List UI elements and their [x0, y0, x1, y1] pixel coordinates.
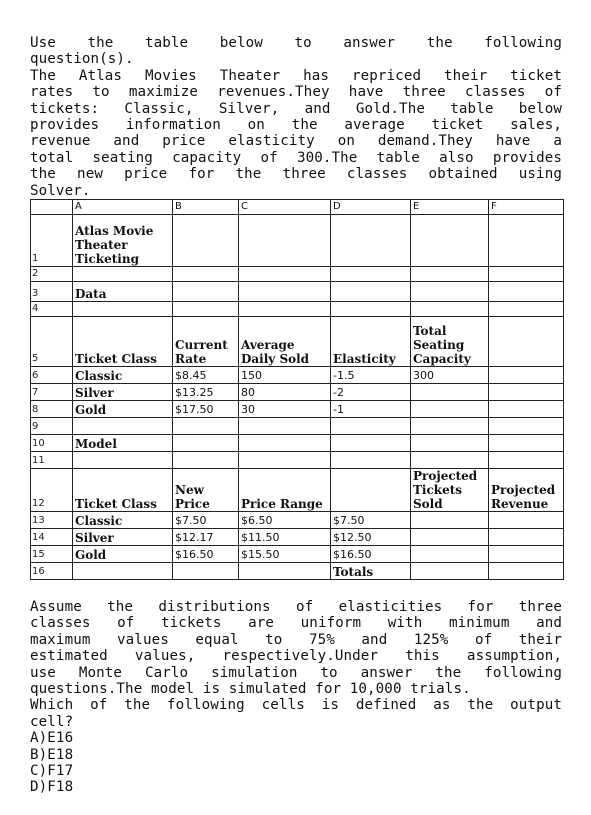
table-cell: Gold — [73, 401, 173, 418]
row-number: 16 — [31, 563, 73, 580]
spreadsheet-table — [30, 199, 564, 580]
table-row — [31, 563, 564, 580]
table-cell: -1.5 — [331, 367, 411, 384]
column-header: B — [173, 200, 239, 215]
table-cell: $6.50 — [239, 512, 331, 529]
question-line: estimated values, respectively.Under this assumption, — [30, 648, 562, 665]
header-cell: Ticket Class — [73, 317, 173, 367]
section-label: Data — [73, 282, 173, 302]
table-cell: Classic — [73, 367, 173, 384]
table-cell: Silver — [73, 529, 173, 546]
table-row — [31, 469, 564, 512]
column-header: E — [411, 200, 489, 215]
answer-choice-c[interactable]: C)F17 — [30, 763, 74, 780]
table-cell: $13.25 — [173, 384, 239, 401]
header-cell: Elasticity — [331, 317, 411, 367]
table-row — [31, 267, 564, 282]
question-body — [30, 599, 562, 796]
header-cell: Current Rate — [173, 317, 239, 367]
row-number: 4 — [31, 302, 73, 317]
table-row — [31, 317, 564, 367]
intro-line: revenue and price elasticity on demand.They have a — [30, 133, 562, 150]
table-cell: Silver — [73, 384, 173, 401]
answer-choice-d[interactable]: D)F18 — [30, 779, 74, 796]
row-number: 10 — [31, 435, 73, 452]
intro-line: rates to maximize revenues.They have three classes of — [30, 84, 562, 101]
table-row — [31, 452, 564, 469]
row-number: 13 — [31, 512, 73, 529]
row-number: 14 — [31, 529, 73, 546]
question-line: classes of tickets are uniform with minimum and — [30, 615, 562, 632]
header-cell: Projected Revenue — [489, 469, 564, 512]
table-cell: 30 — [239, 401, 331, 418]
section-label: Model — [73, 435, 173, 452]
table-cell: $7.50 — [173, 512, 239, 529]
table-cell: $16.50 — [331, 546, 411, 563]
table-cell: 300 — [411, 367, 489, 384]
table-row — [31, 384, 564, 401]
intro-line: Use the table below to answer the following — [30, 35, 562, 51]
header-cell: Price Range — [239, 469, 331, 512]
table-row — [31, 418, 564, 435]
header-cell: Average Daily Sold — [239, 317, 331, 367]
table-cell: Classic — [73, 512, 173, 529]
table-cell: 80 — [239, 384, 331, 401]
row-number: 5 — [31, 317, 73, 367]
answer-choice-a[interactable]: A)E16 — [30, 730, 74, 747]
question-line: questions.The model is simulated for 10,000 trials. — [30, 681, 471, 698]
table-cell: -1 — [331, 401, 411, 418]
table-cell: $12.50 — [331, 529, 411, 546]
table-cell: 150 — [239, 367, 331, 384]
row-number: 3 — [31, 282, 73, 302]
row-number: 2 — [31, 267, 73, 282]
intro-line: the new price for the three classes obtained using — [30, 166, 562, 183]
question-intro — [30, 35, 562, 199]
header-cell: Total Seating Capacity — [411, 317, 489, 367]
intro-line: question(s). — [30, 51, 134, 68]
table-cell: $16.50 — [173, 546, 239, 563]
corner-cell — [31, 200, 73, 215]
question-line: cell? — [30, 713, 74, 730]
question-line: Which of the following cells is defined as the output — [30, 697, 562, 714]
column-header: C — [239, 200, 331, 215]
intro-line: tickets: Classic, Silver, and Gold.The table below — [30, 100, 562, 117]
table-row — [31, 512, 564, 529]
intro-line: Solver. — [30, 182, 91, 199]
column-header: D — [331, 200, 411, 215]
row-number: 9 — [31, 418, 73, 435]
header-cell: Ticket Class — [73, 469, 173, 512]
table-row — [31, 529, 564, 546]
table-row — [31, 302, 564, 317]
table-cell: $7.50 — [331, 512, 411, 529]
row-number: 8 — [31, 401, 73, 418]
intro-line: provides information on the average ticket sales, — [30, 117, 562, 134]
table-row — [31, 435, 564, 452]
table-cell: $12.17 — [173, 529, 239, 546]
question-line: use Monte Carlo simulation to answer the following — [30, 664, 562, 681]
table-row — [31, 282, 564, 302]
row-number: 7 — [31, 384, 73, 401]
table-cell: $15.50 — [239, 546, 331, 563]
table-row — [31, 401, 564, 418]
answer-choice-b[interactable]: B)E18 — [30, 746, 74, 763]
intro-line: total seating capacity of 300.The table also provides — [30, 149, 562, 166]
table-cell: $17.50 — [173, 401, 239, 418]
table-row — [31, 546, 564, 563]
table-cell: Gold — [73, 546, 173, 563]
intro-line: The Atlas Movies Theater has repriced their ticket — [30, 67, 562, 84]
header-cell: Projected Tickets Sold — [411, 469, 489, 512]
table-cell: $11.50 — [239, 529, 331, 546]
row-number: 11 — [31, 452, 73, 469]
row-number: 1 — [31, 215, 73, 267]
table-row — [31, 215, 564, 267]
table-row — [31, 367, 564, 384]
table-cell: -2 — [331, 384, 411, 401]
question-line: maximum values equal to 75% and 125% of their — [30, 631, 562, 648]
row-number: 12 — [31, 469, 73, 512]
sheet-title-cell: Atlas Movie Theater Ticketing — [73, 215, 173, 267]
column-header: A — [73, 200, 173, 215]
header-cell: New Price — [173, 469, 239, 512]
table-cell: $8.45 — [173, 367, 239, 384]
column-header-row — [31, 200, 564, 215]
row-number: 15 — [31, 546, 73, 563]
totals-label: Totals — [331, 563, 411, 580]
row-number: 6 — [31, 367, 73, 384]
question-line: Assume the distributions of elasticities for three — [30, 599, 562, 615]
column-header: F — [489, 200, 564, 215]
